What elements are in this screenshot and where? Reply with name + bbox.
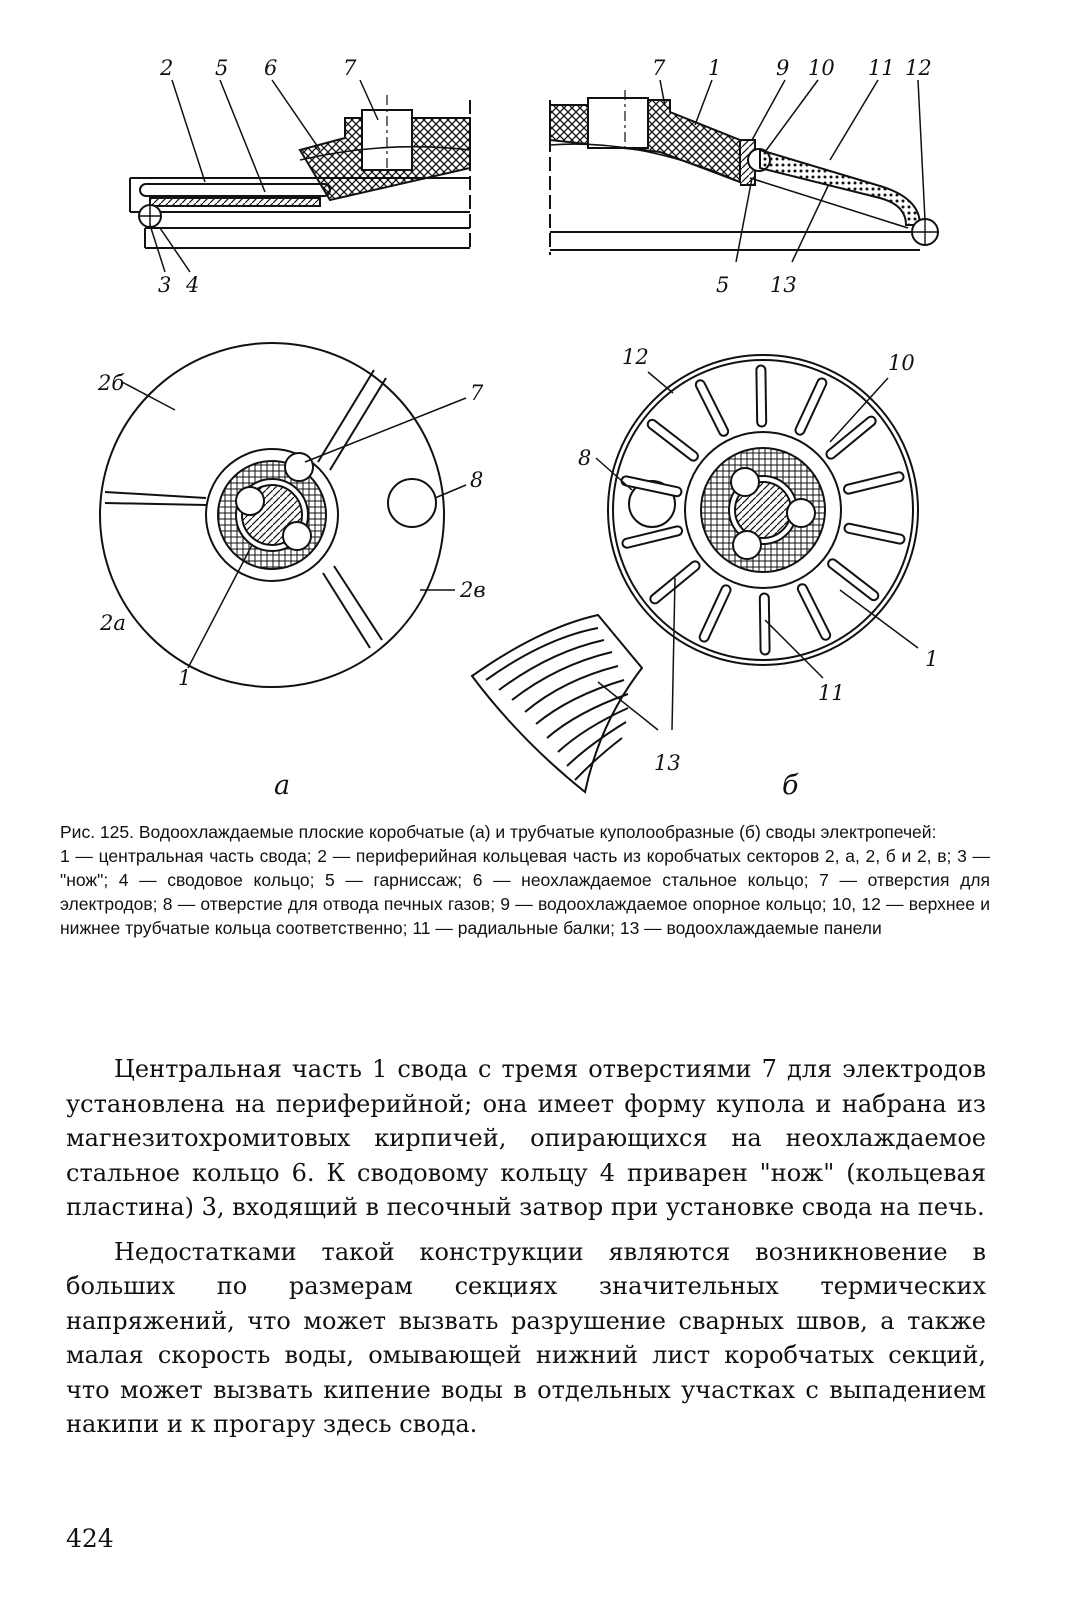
callout-2a: 2а — [100, 611, 126, 635]
radial-beam — [831, 421, 871, 454]
callout-2: 2 — [160, 56, 174, 80]
body-text — [66, 1052, 986, 1452]
callout-11: 11 — [818, 681, 845, 705]
caption-legend: 1 — центральная часть свода; 2 — периферийная кольцевая часть из коробчатых секторов 2, а, 2, б и 2, в; 3 — "нож"; 4 — сводовое кольцо; 5 — гарниссаж; 6 — неохлаждаемое стальное кольцо; 7 — отверстия для электродов; 8 — отверстие для отвода печных газов; 9 — водоохлаждаемое опорное кольцо; 10, 12 — верхнее и нижнее трубчатые кольца соответственно; 11 — радиальные балки; 13 — водоохлаждаемые панели — [60, 846, 990, 938]
callout-6: 6 — [264, 56, 278, 80]
radial-beam — [761, 370, 762, 422]
callout-1: 1 — [925, 647, 939, 671]
callout-5: 5 — [215, 56, 229, 80]
radial-beam — [652, 424, 693, 456]
callout-4: 4 — [186, 273, 200, 297]
callout-2v: 2в — [460, 578, 486, 602]
radial-beam — [833, 564, 874, 596]
callout-1: 1 — [178, 666, 192, 690]
callout-13: 13 — [770, 273, 797, 297]
callout-10: 10 — [808, 56, 835, 80]
radial-beam — [802, 589, 825, 636]
radial-beam — [700, 385, 723, 432]
figure-caption — [60, 820, 990, 940]
callout-5: 5 — [716, 273, 730, 297]
callout-12: 12 — [905, 56, 932, 80]
page-number: 424 — [66, 1524, 114, 1553]
callout-11: 11 — [868, 56, 895, 80]
callout-7: 7 — [652, 56, 666, 80]
callout-3: 3 — [158, 273, 172, 297]
callout-7: 7 — [343, 56, 357, 80]
callout-8: 8 — [578, 446, 592, 470]
paragraph: Недостатками такой конструкции являются возникновение в больших по размерам секциях значительных термических напряжений, что может вызвать разрушение сварных швов, а также малая скорость воды, омывающей нижний лист коробчатых секций, что может вызвать кипение воды в отдельных участках с выпадением накипи и к прогару здесь свода. — [66, 1237, 986, 1438]
paragraph: Центральная часть 1 свода с тремя отверстиями 7 для электродов установлена на периферийной; она имеет форму купола и набрана из магнезитохромитовых кирпичей, опирающихся на неохлаждаемое стальное кольцо 6. К сводовому кольцу 4 приварен "нож" (кольцевая пластина) 3, входящий в песочный затвор при установке свода на печь. — [66, 1055, 986, 1221]
callout-9: 9 — [776, 56, 790, 80]
sublabel-a: а — [274, 770, 291, 801]
callout-2b: 2б — [98, 371, 125, 395]
plan-view-a — [100, 343, 444, 687]
callout-1: 1 — [708, 56, 722, 80]
caption-title: Рис. 125. Водоохлаждаемые плоские коробчатые (а) и трубчатые куполообразные (б) своды электропечей: — [60, 822, 937, 842]
callout-10: 10 — [888, 351, 915, 375]
callout-7: 7 — [470, 381, 484, 405]
radial-beam — [764, 598, 765, 650]
sublabel-b: б — [782, 770, 799, 801]
radial-beam — [800, 383, 822, 430]
callout-13: 13 — [654, 751, 681, 775]
callout-12: 12 — [622, 345, 649, 369]
section-view-b — [550, 90, 938, 255]
panel-13-detail — [472, 615, 642, 792]
section-view-a — [130, 95, 470, 250]
radial-beam — [704, 590, 726, 637]
plan-view-b — [608, 355, 918, 665]
callout-8: 8 — [470, 468, 484, 492]
